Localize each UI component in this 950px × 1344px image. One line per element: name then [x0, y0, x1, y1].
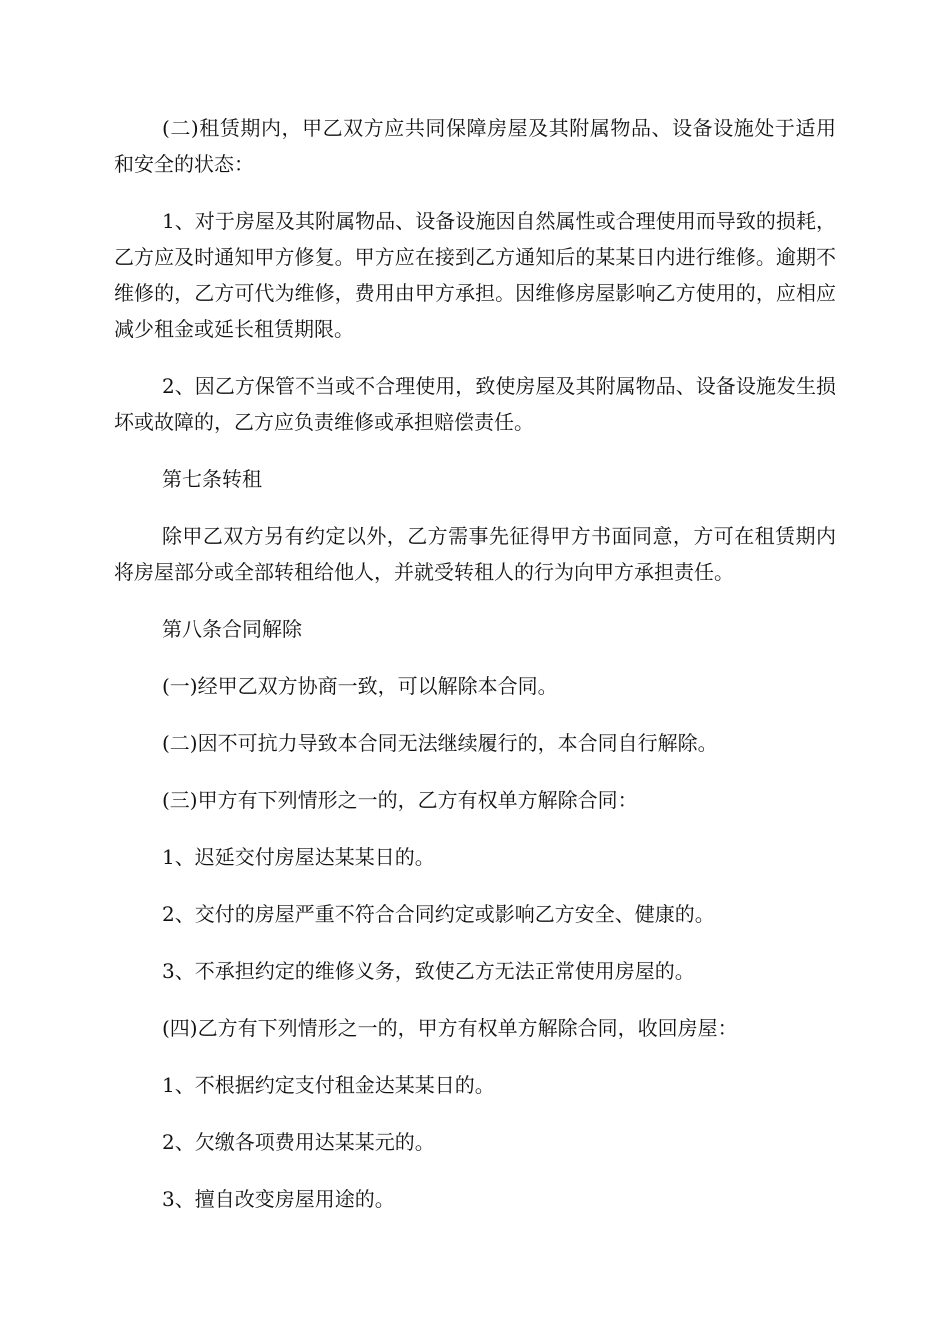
article-8-clause-2: (二)因不可抗力导致本合同无法继续履行的，本合同自行解除。	[162, 731, 718, 755]
clause-3-item-1: 1、迟延交付房屋达某某日的。	[162, 845, 435, 869]
article-8-clause-4: (四)乙方有下列情形之一的，甲方有权单方解除合同，收回房屋：	[162, 1016, 738, 1040]
article-8-clause-3: (三)甲方有下列情形之一的，乙方有权单方解除合同：	[162, 788, 638, 812]
clause-3-item-3: 3、不承担约定的维修义务，致使乙方无法正常使用房屋的。	[162, 959, 695, 983]
article-7-heading: 第七条转租	[162, 467, 262, 491]
article-7-body: 除甲乙双方另有约定以外，乙方需事先征得甲方书面同意，方可在租赁期内将房屋部分或全部转租给他人，并就受转租人的行为向甲方承担责任。	[114, 524, 836, 584]
clause-4-item-2: 2、欠缴各项费用达某某元的。	[162, 1130, 435, 1154]
clause-2-paragraph: (二)租赁期内，甲乙双方应共同保障房屋及其附属物品、设备设施处于适用和安全的状态：	[114, 116, 836, 176]
document-page	[114, 110, 836, 1238]
clause-2-item-2: 2、因乙方保管不当或不合理使用，致使房屋及其附属物品、设备设施发生损坏或故障的，乙方应负责维修或承担赔偿责任。	[114, 374, 836, 434]
clause-3-item-2: 2、交付的房屋严重不符合合同约定或影响乙方安全、健康的。	[162, 902, 715, 926]
clause-4-item-1: 1、不根据约定支付租金达某某日的。	[162, 1073, 495, 1097]
clause-4-item-3: 3、擅自改变房屋用途的。	[162, 1187, 395, 1211]
clause-2-item-1: 1、对于房屋及其附属物品、设备设施因自然属性或合理使用而导致的损耗，乙方应及时通知甲方修复。甲方应在接到乙方通知后的某某日内进行维修。逾期不维修的，乙方可代为维修，费用由甲方承担。因维修房屋影响乙方使用的，应相应减少租金或延长租赁期限。	[114, 209, 836, 341]
article-8-clause-1: (一)经甲乙双方协商一致，可以解除本合同。	[162, 674, 558, 698]
article-8-heading: 第八条合同解除	[162, 617, 302, 641]
